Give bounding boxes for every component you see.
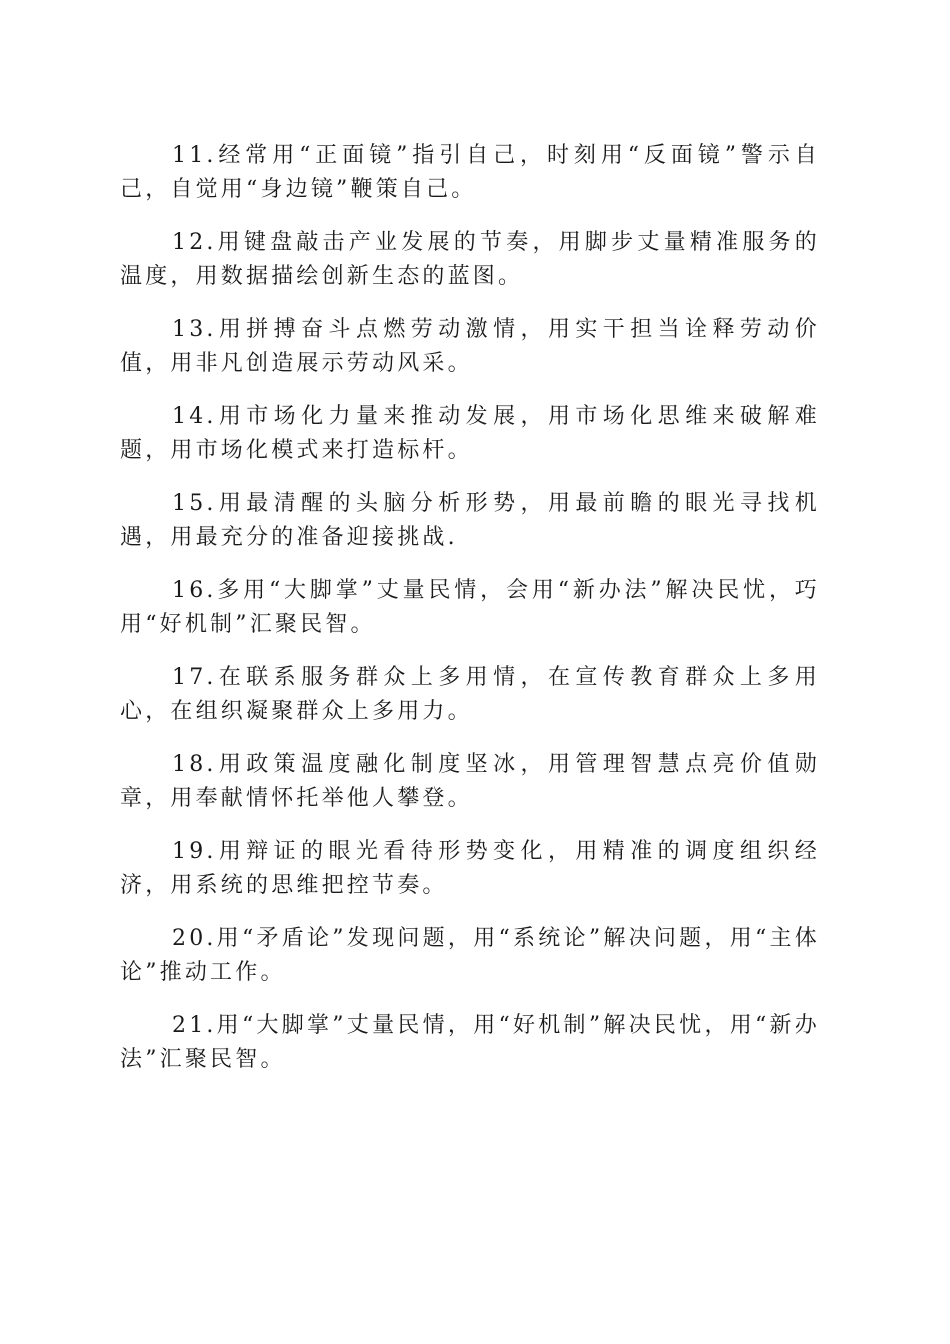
- document-body: [120, 139, 820, 1096]
- list-item-16: 16.多用“大脚掌”丈量民情，会用“新办法”解决民忧，巧用“好机制”汇聚民智。: [120, 578, 820, 637]
- list-item-15: 15.用最清醒的头脑分析形势，用最前瞻的眼光寻找机遇，用最充分的准备迎接挑战.: [120, 491, 820, 550]
- list-item-12: 12.用键盘敲击产业发展的节奏，用脚步丈量精准服务的温度，用数据描绘创新生态的蓝图。: [120, 230, 820, 289]
- list-item-19: 19.用辩证的眼光看待形势变化，用精准的调度组织经济，用系统的思维把控节奏。: [120, 839, 820, 898]
- list-item-11: 11.经常用“正面镜”指引自己，时刻用“反面镜”警示自己，自觉用“身边镜”鞭策自己。: [120, 143, 820, 202]
- list-item-20: 20.用“矛盾论”发现问题，用“系统论”解决问题，用“主体论”推动工作。: [120, 926, 820, 985]
- list-item-13: 13.用拼搏奋斗点燃劳动激情，用实干担当诠释劳动价值，用非凡创造展示劳动风采。: [120, 317, 820, 376]
- list-item-21: 21.用“大脚掌”丈量民情，用“好机制”解决民忧，用“新办法”汇聚民智。: [120, 1013, 820, 1072]
- list-item-17: 17.在联系服务群众上多用情，在宣传教育群众上多用心，在组织凝聚群众上多用力。: [120, 665, 820, 724]
- list-item-14: 14.用市场化力量来推动发展，用市场化思维来破解难题，用市场化模式来打造标杆。: [120, 404, 820, 463]
- list-item-18: 18.用政策温度融化制度坚冰，用管理智慧点亮价值勋章，用奉献情怀托举他人攀登。: [120, 752, 820, 811]
